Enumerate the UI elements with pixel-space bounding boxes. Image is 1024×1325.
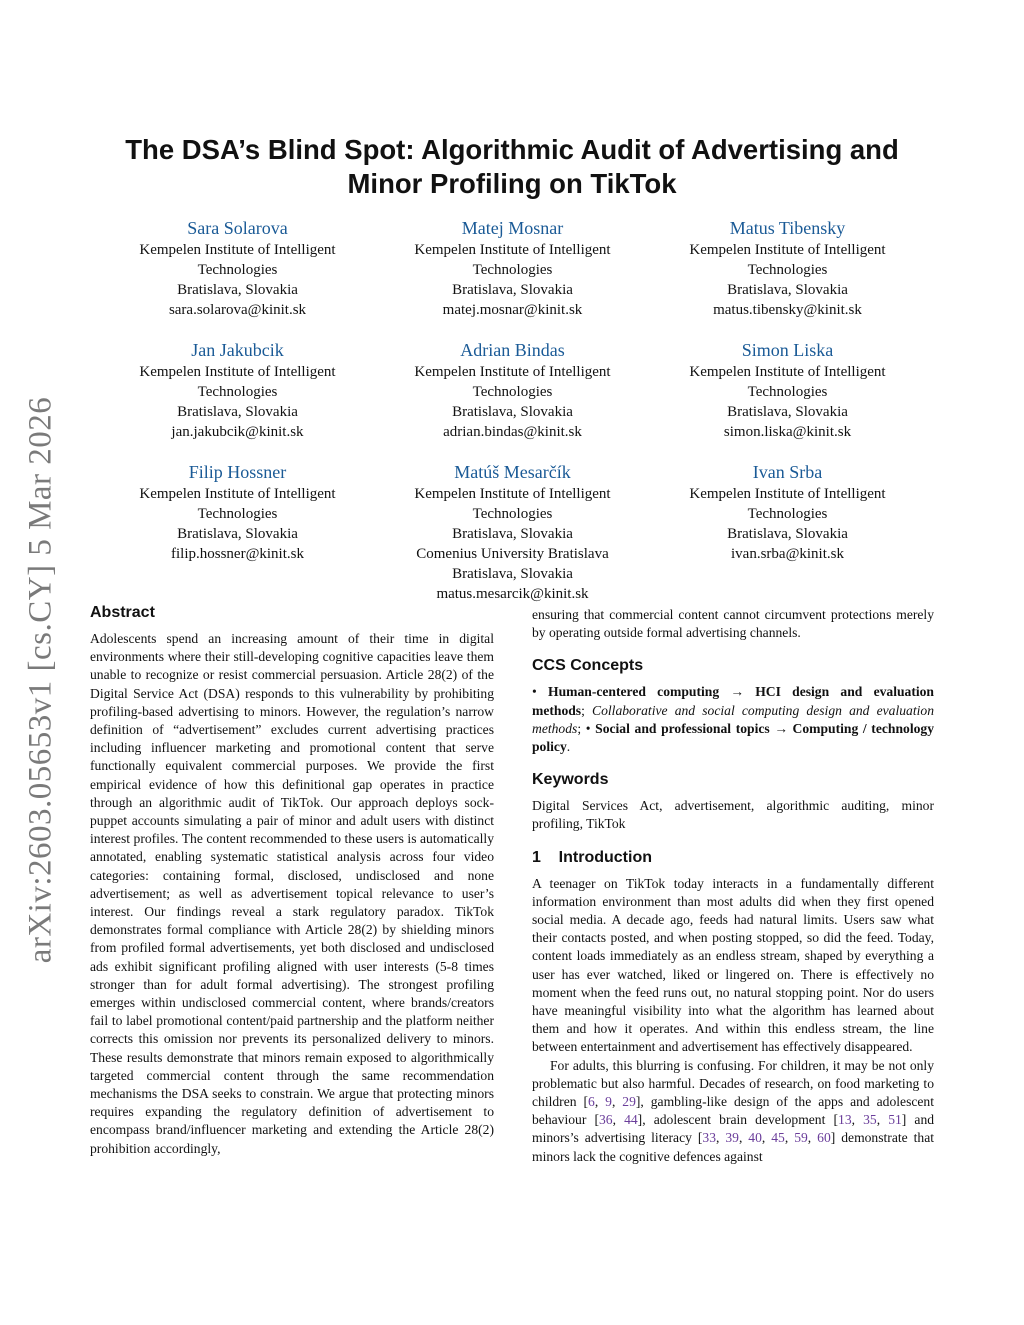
- author-block: [100, 216, 375, 320]
- abstract-heading: Abstract: [90, 604, 155, 621]
- author-affiliation: Kempelen Institute of Intelligent Technologies: [414, 242, 611, 278]
- author-location: Bratislava, Slovakia: [177, 282, 298, 298]
- author-affiliation: Kempelen Institute of Intelligent Technologies: [414, 364, 611, 400]
- author-name: Ivan Srba: [752, 462, 823, 482]
- author-name: Jan Jakubcik: [191, 340, 284, 360]
- abstract-continuation: ensuring that commercial content cannot circumvent protections merely by operating outside formal advertising channels.: [532, 607, 934, 641]
- introduction-paragraph-1: A teenager on TikTok today interacts in a fundamentally different information environment than most adults did when they first opened social media. A decade ago, feeds had natural limits. Users saw what their contacts posted, and when posting stopped, so did the feed. Today, content loads immediately as an endless stream, shaped by everything a user has ever watched, liked or lingered on. There is effectively no moment when the feed runs out, no natural stopping point. Nor do users have meaningful visibility into what the algorithm has learned about them and how it operates. And within this endless stream, the line between entertainment and advertisement has effectively disappeared.: [532, 875, 934, 1055]
- ccs-item-1-sub: Collaborative and social computing design and evaluation methods: [532, 702, 934, 736]
- author-affiliation: Kempelen Institute of Intelligent Technologies: [414, 486, 611, 522]
- citation-link[interactable]: 59: [794, 1130, 808, 1146]
- author-affiliation: Kempelen Institute of Intelligent Technologies: [689, 486, 886, 522]
- author-name: Simon Liska: [741, 340, 834, 360]
- author-block: [100, 338, 375, 442]
- author-location: Bratislava, Slovakia: [177, 404, 298, 420]
- author-block: [375, 338, 650, 442]
- citation-link[interactable]: 33: [702, 1130, 716, 1146]
- ccs-bullet: •: [532, 684, 537, 700]
- author-name: Matej Mosnar: [461, 218, 564, 238]
- citation-link[interactable]: 44: [624, 1112, 638, 1128]
- author-email: jan.jakubcik@kinit.sk: [171, 424, 304, 440]
- keywords-text: Digital Services Act, advertisement, algorithmic auditing, minor profiling, TikTok: [532, 798, 934, 832]
- citation-link[interactable]: 45: [771, 1130, 785, 1146]
- author-block: [650, 216, 925, 320]
- arxiv-identifier: arXiv:2603.05653v1 [cs.CY] 5 Mar 2026: [22, 396, 59, 964]
- author-block: [100, 460, 375, 604]
- author-email: matus.mesarcik@kinit.sk: [436, 586, 589, 602]
- citation-link[interactable]: 60: [817, 1130, 831, 1146]
- author-affiliation: Kempelen Institute of Intelligent Technologies: [689, 364, 886, 400]
- author-block: [375, 460, 650, 604]
- citation-link[interactable]: 35: [863, 1112, 877, 1128]
- left-column: [90, 603, 494, 1158]
- author-email: sara.solarova@kinit.sk: [168, 302, 307, 318]
- citation-link[interactable]: 39: [725, 1130, 739, 1146]
- author-location: Bratislava, Slovakia: [727, 526, 848, 542]
- author-location: Bratislava, Slovakia: [452, 526, 573, 542]
- author-list: [100, 216, 924, 604]
- author-block: [375, 216, 650, 320]
- author-location: Bratislava, Slovakia: [452, 404, 573, 420]
- author-affiliation-2: Comenius University Bratislava: [416, 546, 609, 562]
- ccs-item-1: Human-centered computing → HCI design and evaluation methods: [532, 684, 934, 718]
- ccs-concepts: • Human-centered computing → HCI design and evaluation methods; Collaborative and social computing design and evaluation methods; • Social and professional topics → Computing / technology policy.: [532, 684, 934, 755]
- author-name: Sara Solarova: [187, 218, 288, 238]
- abstract-text: Adolescents spend an increasing amount of their time in digital environments where their still-developing cognitive capacities leave them unable to recognize or resist commercial persuasion. Article 28(2) of the Digital Service Act (DSA) responds to this vulnerability by prohibiting profiling-based advertising to minors. However, the regulation’s narrow definition of “advertisement” excludes current advertising practices including influencer marketing and promotional content that serve functionally equivalent commercial purposes. We provide the first empirical evidence of how this definitional gap operates in practice through an algorithmic audit of TikTok. Our approach deploys sock-puppet accounts simulating a pair of minor and adult users with distinct interest profiles. The content recommended to these users is automatically annotated, enabling systematic statistical analysis across four video categories: containing formal, disclosed, undisclosed and none advertisement; as well as advertisement topical relevance to user’s interest. Our findings reveal a stark regulatory paradox. TikTok demonstrates formal compliance with Article 28(2) by shielding minors from profiled formal advertisements, yet both disclosed and undisclosed ads exhibit significant profiling aligned with user interests (5-8 times stronger than for adult formal advertising). The strongest profiling emerges within undisclosed commercial content, where brands/creators fail to label promotional content/paid partnership and the platform neither corrects this omission nor prevents its personalized delivery to minors. These results demonstrate that minors remain exposed to algorithmically targeted commercial content through the same recommendation mechanisms the DSA seeks to constrain. We argue that protecting minors requires expanding the regulatory definition of advertisement to encompass brand/influencer marketing and extending the Article 28(2) prohibition accordingly,: [90, 631, 494, 1156]
- author-affiliation: Kempelen Institute of Intelligent Technologies: [139, 242, 336, 278]
- introduction-heading: 1 Introduction: [532, 848, 652, 866]
- citation-link[interactable]: 13: [838, 1112, 852, 1128]
- author-name: Matúš Mesarčík: [454, 462, 571, 482]
- ccs-item-2: Social and professional topics → Computing / technology policy: [532, 720, 934, 755]
- author-location: Bratislava, Slovakia: [727, 404, 848, 420]
- author-block: [650, 460, 925, 604]
- keywords-heading: Keywords: [532, 771, 609, 789]
- arxiv-stamp: [18, 380, 64, 980]
- author-affiliation: Kempelen Institute of Intelligent Technologies: [689, 242, 886, 278]
- citation-link[interactable]: 6: [588, 1094, 595, 1110]
- author-name: Adrian Bindas: [460, 340, 565, 360]
- citation-link[interactable]: 9: [605, 1094, 612, 1110]
- author-location: Bratislava, Slovakia: [177, 526, 298, 542]
- citation-link[interactable]: 40: [748, 1130, 762, 1146]
- paper-title: The DSA’s Blind Spot: Algorithmic Audit of Advertising and Minor Profiling on TikTok: [125, 134, 899, 199]
- right-column: [532, 606, 934, 1166]
- introduction-paragraph-2: For adults, this blurring is confusing. For children, it may be not only problematic but also harmful. Decades of research, on food marketing to children [6, 9, 29], gambling-like design of the apps and adolescent behaviour [36, 44], adolescent brain development [13, 35, 51] and minors’s advertising literacy [33, 39, 40, 45, 59, 60] demonstrate that minors lack the cognitive defences against: [532, 1057, 935, 1164]
- citation-link[interactable]: 36: [598, 1112, 613, 1128]
- author-location: Bratislava, Slovakia: [452, 282, 573, 298]
- author-email: filip.hossner@kinit.sk: [171, 546, 304, 562]
- ccs-heading: CCS Concepts: [532, 657, 644, 675]
- author-location-2: Bratislava, Slovakia: [452, 566, 573, 582]
- author-name: Matus Tibensky: [729, 218, 846, 238]
- author-email: adrian.bindas@kinit.sk: [443, 424, 582, 440]
- author-email: matej.mosnar@kinit.sk: [442, 302, 583, 318]
- author-email: matus.tibensky@kinit.sk: [713, 302, 862, 318]
- author-affiliation: Kempelen Institute of Intelligent Technologies: [139, 364, 336, 400]
- author-affiliation: Kempelen Institute of Intelligent Technologies: [139, 486, 336, 522]
- author-name: Filip Hossner: [188, 462, 287, 482]
- citation-link[interactable]: 51: [888, 1112, 902, 1128]
- author-block: [650, 338, 925, 442]
- citation-link[interactable]: 29: [622, 1094, 636, 1110]
- author-email: simon.liska@kinit.sk: [723, 424, 852, 440]
- author-location: Bratislava, Slovakia: [727, 282, 848, 298]
- author-email: ivan.srba@kinit.sk: [731, 546, 844, 562]
